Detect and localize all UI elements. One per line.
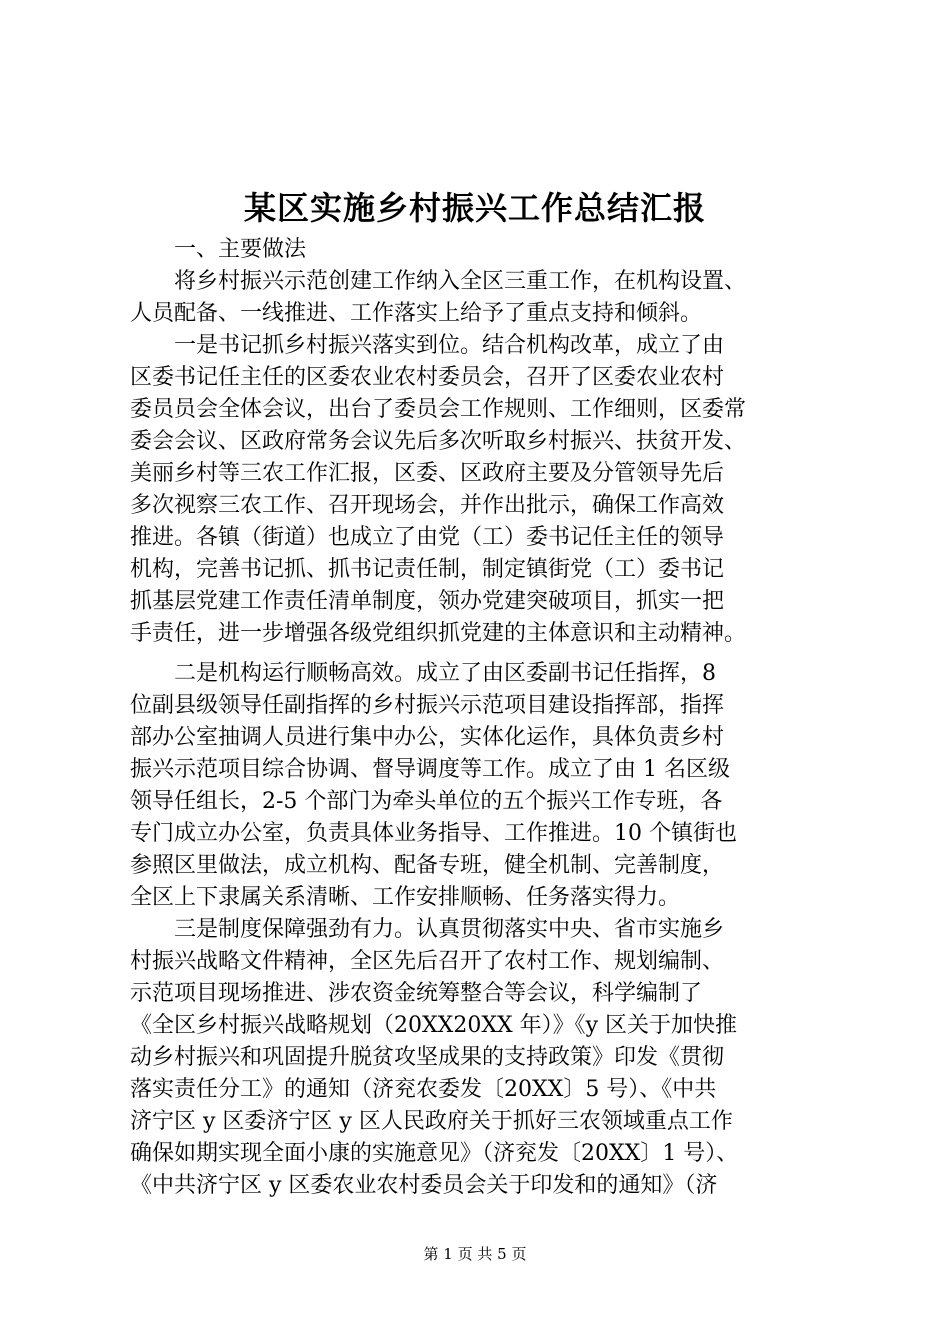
text-line: 落实责任分工》的通知（济兖农委发〔20XX〕5 号）、《中共 [130,1077,717,1102]
text-line: 专门成立办公室，负责具体业务指导、工作推进。10 个镇街也 [130,821,737,846]
text-line: 示范项目现场推进、涉农资金统筹整合等会议，科学编制了 [130,981,703,1006]
text-line: 领导任组长，2-5 个部门为牵头单位的五个振兴工作专班，各 [130,789,723,814]
text-line: 人员配备、一线推进、工作落实上给予了重点支持和倾斜。 [130,301,703,326]
text-line: 将乡村振兴示范创建工作纳入全区三重工作，在机构设置、 [130,269,747,294]
page-footer: 第 1 页 共 5 页 [423,1245,527,1263]
text-line: 位副县级领导任副指挥的乡村振兴示范项目建设指挥部，指挥 [130,693,725,718]
text-line: 全区上下隶属关系清晰、工作安排顺畅、任务落实得力。 [130,885,681,910]
text-line: 美丽乡村等三农工作汇报，区委、区政府主要及分管领导先后 [130,461,725,486]
text-line: 济宁区 y 区委济宁区 y 区人民政府关于抓好三农领域重点工作 [130,1109,733,1134]
text-line: 村振兴战略文件精神，全区先后召开了农村工作、规划编制、 [130,949,725,974]
text-line: 委会会议、区政府常务会议先后多次听取乡村振兴、扶贫开发、 [130,429,747,454]
text-line: 一是书记抓乡村振兴落实到位。结合机构改革，成立了由 [130,333,725,358]
text-line: 二是机构运行顺畅高效。成立了由区委副书记任指挥，8 [130,661,716,686]
text-line: 振兴示范项目综合协调、督导调度等工作。成立了由 1 名区级 [130,757,730,782]
text-line: 确保如期实现全面小康的实施意见》（济兖发〔20XX〕1 号）、 [130,1141,739,1166]
text-line: 部办公室抽调人员进行集中办公，实体化运作，具体负责乡村 [130,725,725,750]
text-line: 动乡村振兴和巩固提升脱贫攻坚成果的支持政策》印发《贯彻 [130,1045,725,1070]
text-line: 参照区里做法，成立机构、配备专班，健全机制、完善制度， [130,853,725,878]
text-line: 推进。各镇（街道）也成立了由党（工）委书记任主任的领导 [130,525,725,550]
body-text-section-2 [130,658,830,1202]
text-line: 区委书记任主任的区委农业农村委员会，召开了区委农业农村 [130,365,725,390]
text-line: 三是制度保障强劲有力。认真贯彻落实中央、省市实施乡 [130,917,725,942]
text-line: 《中共济宁区 y 区委农业农村委员会关于印发和的通知》（济 [130,1173,718,1198]
text-line: 委员员会全体会议，出台了委员会工作规则、工作细则，区委常 [130,397,747,422]
text-line: 手责任，进一步增强各级党组织抓党建的主体意识和主动精神。 [130,621,747,646]
text-line: 多次视察三农工作、召开现场会，并作出批示，确保工作高效 [130,493,725,518]
text-line: 机构，完善书记抓、抓书记责任制，制定镇街党（工）委书记 [130,557,725,582]
text-line: 抓基层党建工作责任清单制度，领办党建突破项目，抓实一把 [130,589,725,614]
body-text-section-1 [130,234,830,650]
text-line: 一、主要做法 [130,237,307,262]
text-line: 《全区乡村振兴战略规划（20XX20XX 年）》《y 区关于加快推 [130,1013,738,1038]
document-title: 某区实施乡村振兴工作总结汇报 [243,189,706,227]
